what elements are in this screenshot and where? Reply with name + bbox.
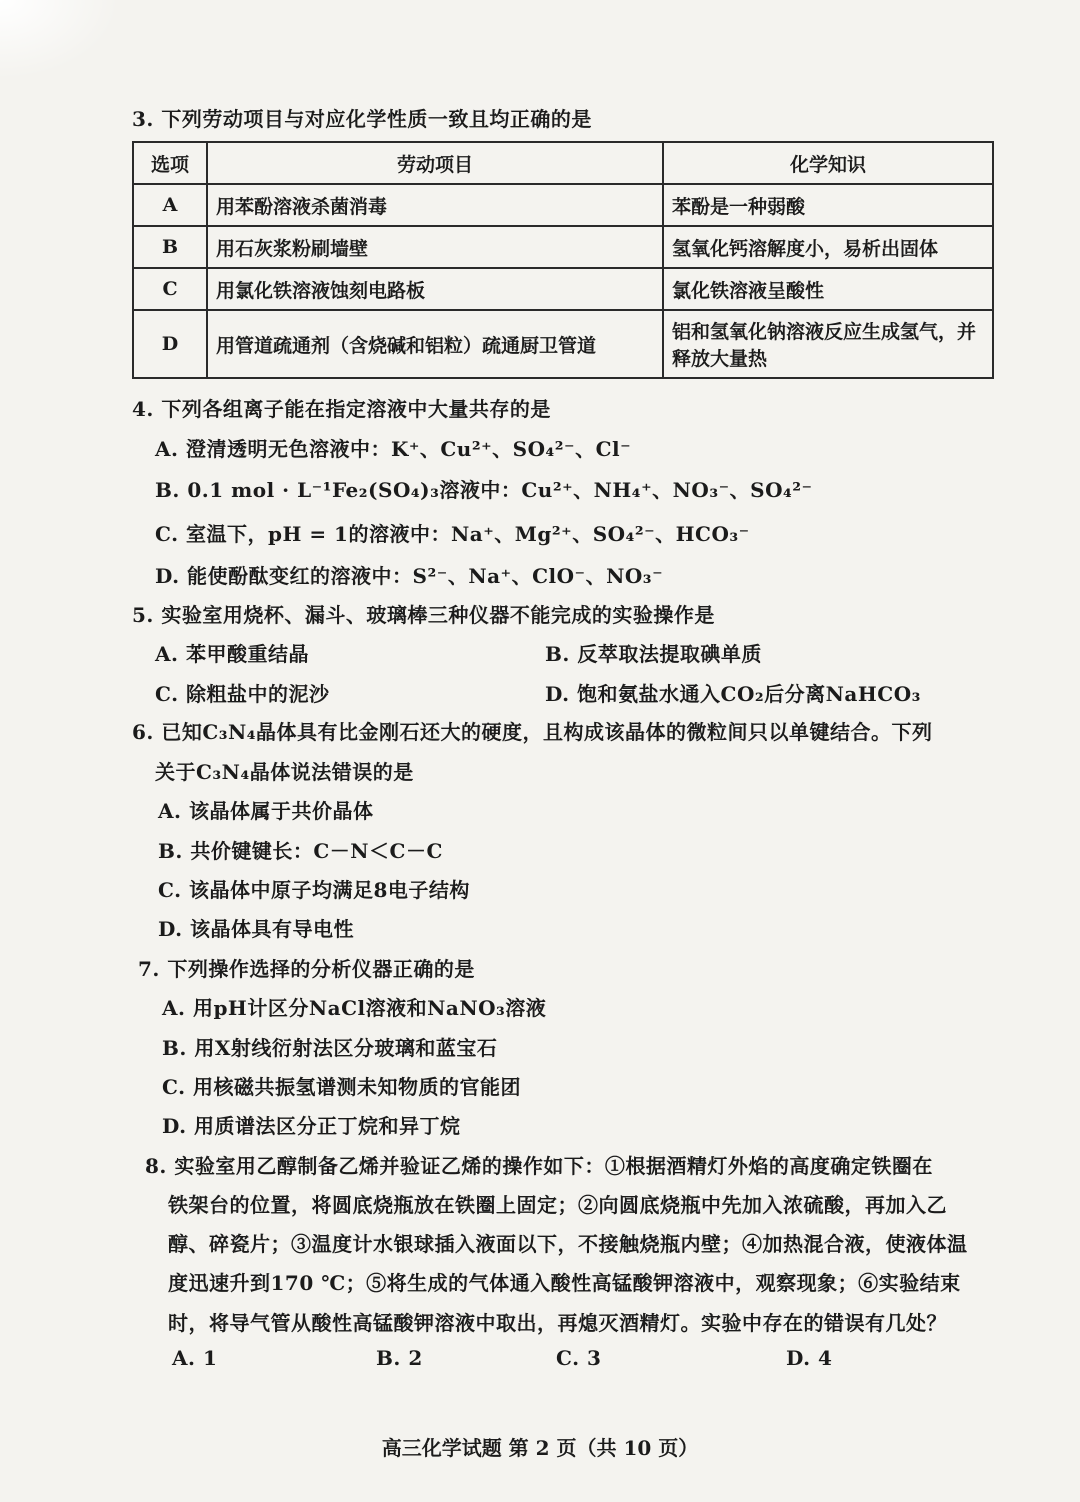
question-6-stem-line-2: 关于C₃N₄晶体说法错误的是 xyxy=(155,760,414,784)
row-knowledge: 氯化铁溶液呈酸性 xyxy=(663,268,993,310)
header-labor-item: 劳动项目 xyxy=(207,142,663,184)
row-item: 用石灰浆粉刷墙壁 xyxy=(207,226,663,268)
question-5-option-d: D. 饱和氨盐水通入CO₂后分离NaHCO₃ xyxy=(545,682,921,706)
question-5-stem: 5. 实验室用烧杯、漏斗、玻璃棒三种仪器不能完成的实验操作是 xyxy=(132,603,715,627)
question-5-option-a: A. 苯甲酸重结晶 xyxy=(155,642,309,666)
question-5-option-b: B. 反萃取法提取碘单质 xyxy=(545,642,762,666)
row-item: 用氯化铁溶液蚀刻电路板 xyxy=(207,268,663,310)
table-row xyxy=(133,184,993,226)
question-8-line-3: 醇、碎瓷片；③温度计水银球插入液面以下，不接触烧瓶内壁；④加热混合液，使液体温 xyxy=(168,1232,968,1256)
question-8-line-2: 铁架台的位置，将圆底烧瓶放在铁圈上固定；②向圆底烧瓶中先加入浓硫酸，再加入乙 xyxy=(168,1193,947,1217)
question-6-option-a: A. 该晶体属于共价晶体 xyxy=(158,799,374,823)
question-8-line-1: 8. 实验室用乙醇制备乙烯并验证乙烯的操作如下：①根据酒精灯外焰的高度确定铁圈在 xyxy=(145,1154,933,1178)
table-header-row xyxy=(133,142,993,184)
question-6-option-b: B. 共价键键长：C－N＜C－C xyxy=(158,839,443,863)
table-row xyxy=(133,310,993,378)
question-7-stem: 7. 下列操作选择的分析仪器正确的是 xyxy=(138,957,475,981)
question-7-option-d: D. 用质谱法区分正丁烷和异丁烷 xyxy=(162,1114,461,1138)
question-8-option-c: C. 3 xyxy=(556,1346,602,1370)
question-8-option-a: A. 1 xyxy=(172,1346,218,1370)
question-8-line-4: 度迅速升到170 ℃；⑤将生成的气体通入酸性高锰酸钾溶液中，观察现象；⑥实验结束 xyxy=(168,1271,961,1295)
header-chem-knowledge: 化学知识 xyxy=(663,142,993,184)
row-label: B xyxy=(133,226,207,268)
question-8-option-d: D. 4 xyxy=(786,1346,833,1370)
table-row xyxy=(133,226,993,268)
question-4-option-a: A. 澄清透明无色溶液中：K⁺、Cu²⁺、SO₄²⁻、Cl⁻ xyxy=(155,437,632,461)
row-knowledge: 苯酚是一种弱酸 xyxy=(663,184,993,226)
row-knowledge: 氢氧化钙溶解度小，易析出固体 xyxy=(663,226,993,268)
row-label: C xyxy=(133,268,207,310)
question-8-option-b: B. 2 xyxy=(376,1346,423,1370)
row-knowledge: 铝和氢氧化钠溶液反应生成氢气，并释放大量热 xyxy=(663,310,993,378)
row-item: 用苯酚溶液杀菌消毒 xyxy=(207,184,663,226)
question-8-line-5: 时，将导气管从酸性高锰酸钾溶液中取出，再熄灭酒精灯。实验中存在的错误有几处？ xyxy=(168,1311,947,1335)
question-7-option-c: C. 用核磁共振氢谱测未知物质的官能团 xyxy=(162,1075,521,1099)
question-5-option-c: C. 除粗盐中的泥沙 xyxy=(155,682,330,706)
row-item: 用管道疏通剂（含烧碱和铝粒）疏通厨卫管道 xyxy=(207,310,663,378)
question-3-stem: 3. 下列劳动项目与对应化学性质一致且均正确的是 xyxy=(132,107,592,131)
question-7-option-b: B. 用X射线衍射法区分玻璃和蓝宝石 xyxy=(162,1036,498,1060)
question-6-option-c: C. 该晶体中原子均满足8电子结构 xyxy=(158,878,470,902)
question-6-stem-line-1: 6. 已知C₃N₄晶体具有比金刚石还大的硬度，且构成该晶体的微粒间只以单键结合。下列 xyxy=(132,720,933,744)
question-6-option-d: D. 该晶体具有导电性 xyxy=(158,917,355,941)
row-label: D xyxy=(133,310,207,378)
question-4-option-d: D. 能使酚酞变红的溶液中：S²⁻、Na⁺、ClO⁻、NO₃⁻ xyxy=(155,564,664,588)
question-4-option-b: B. 0.1 mol · L⁻¹Fe₂(SO₄)₃溶液中：Cu²⁺、NH₄⁺、NO₃⁻、SO₄²⁻ xyxy=(155,478,813,502)
question-7-option-a: A. 用pH计区分NaCl溶液和NaNO₃溶液 xyxy=(162,996,547,1020)
question-4-option-c: C. 室温下，pH = 1的溶液中：Na⁺、Mg²⁺、SO₄²⁻、HCO₃⁻ xyxy=(155,522,750,546)
question-3-table xyxy=(132,141,994,379)
question-4-stem: 4. 下列各组离子能在指定溶液中大量共存的是 xyxy=(132,397,551,421)
row-label: A xyxy=(133,184,207,226)
header-option: 选项 xyxy=(133,142,207,184)
page-glare xyxy=(0,0,120,80)
page-footer: 高三化学试题 第 2 页（共 10 页） xyxy=(381,1436,699,1460)
table-row xyxy=(133,268,993,310)
